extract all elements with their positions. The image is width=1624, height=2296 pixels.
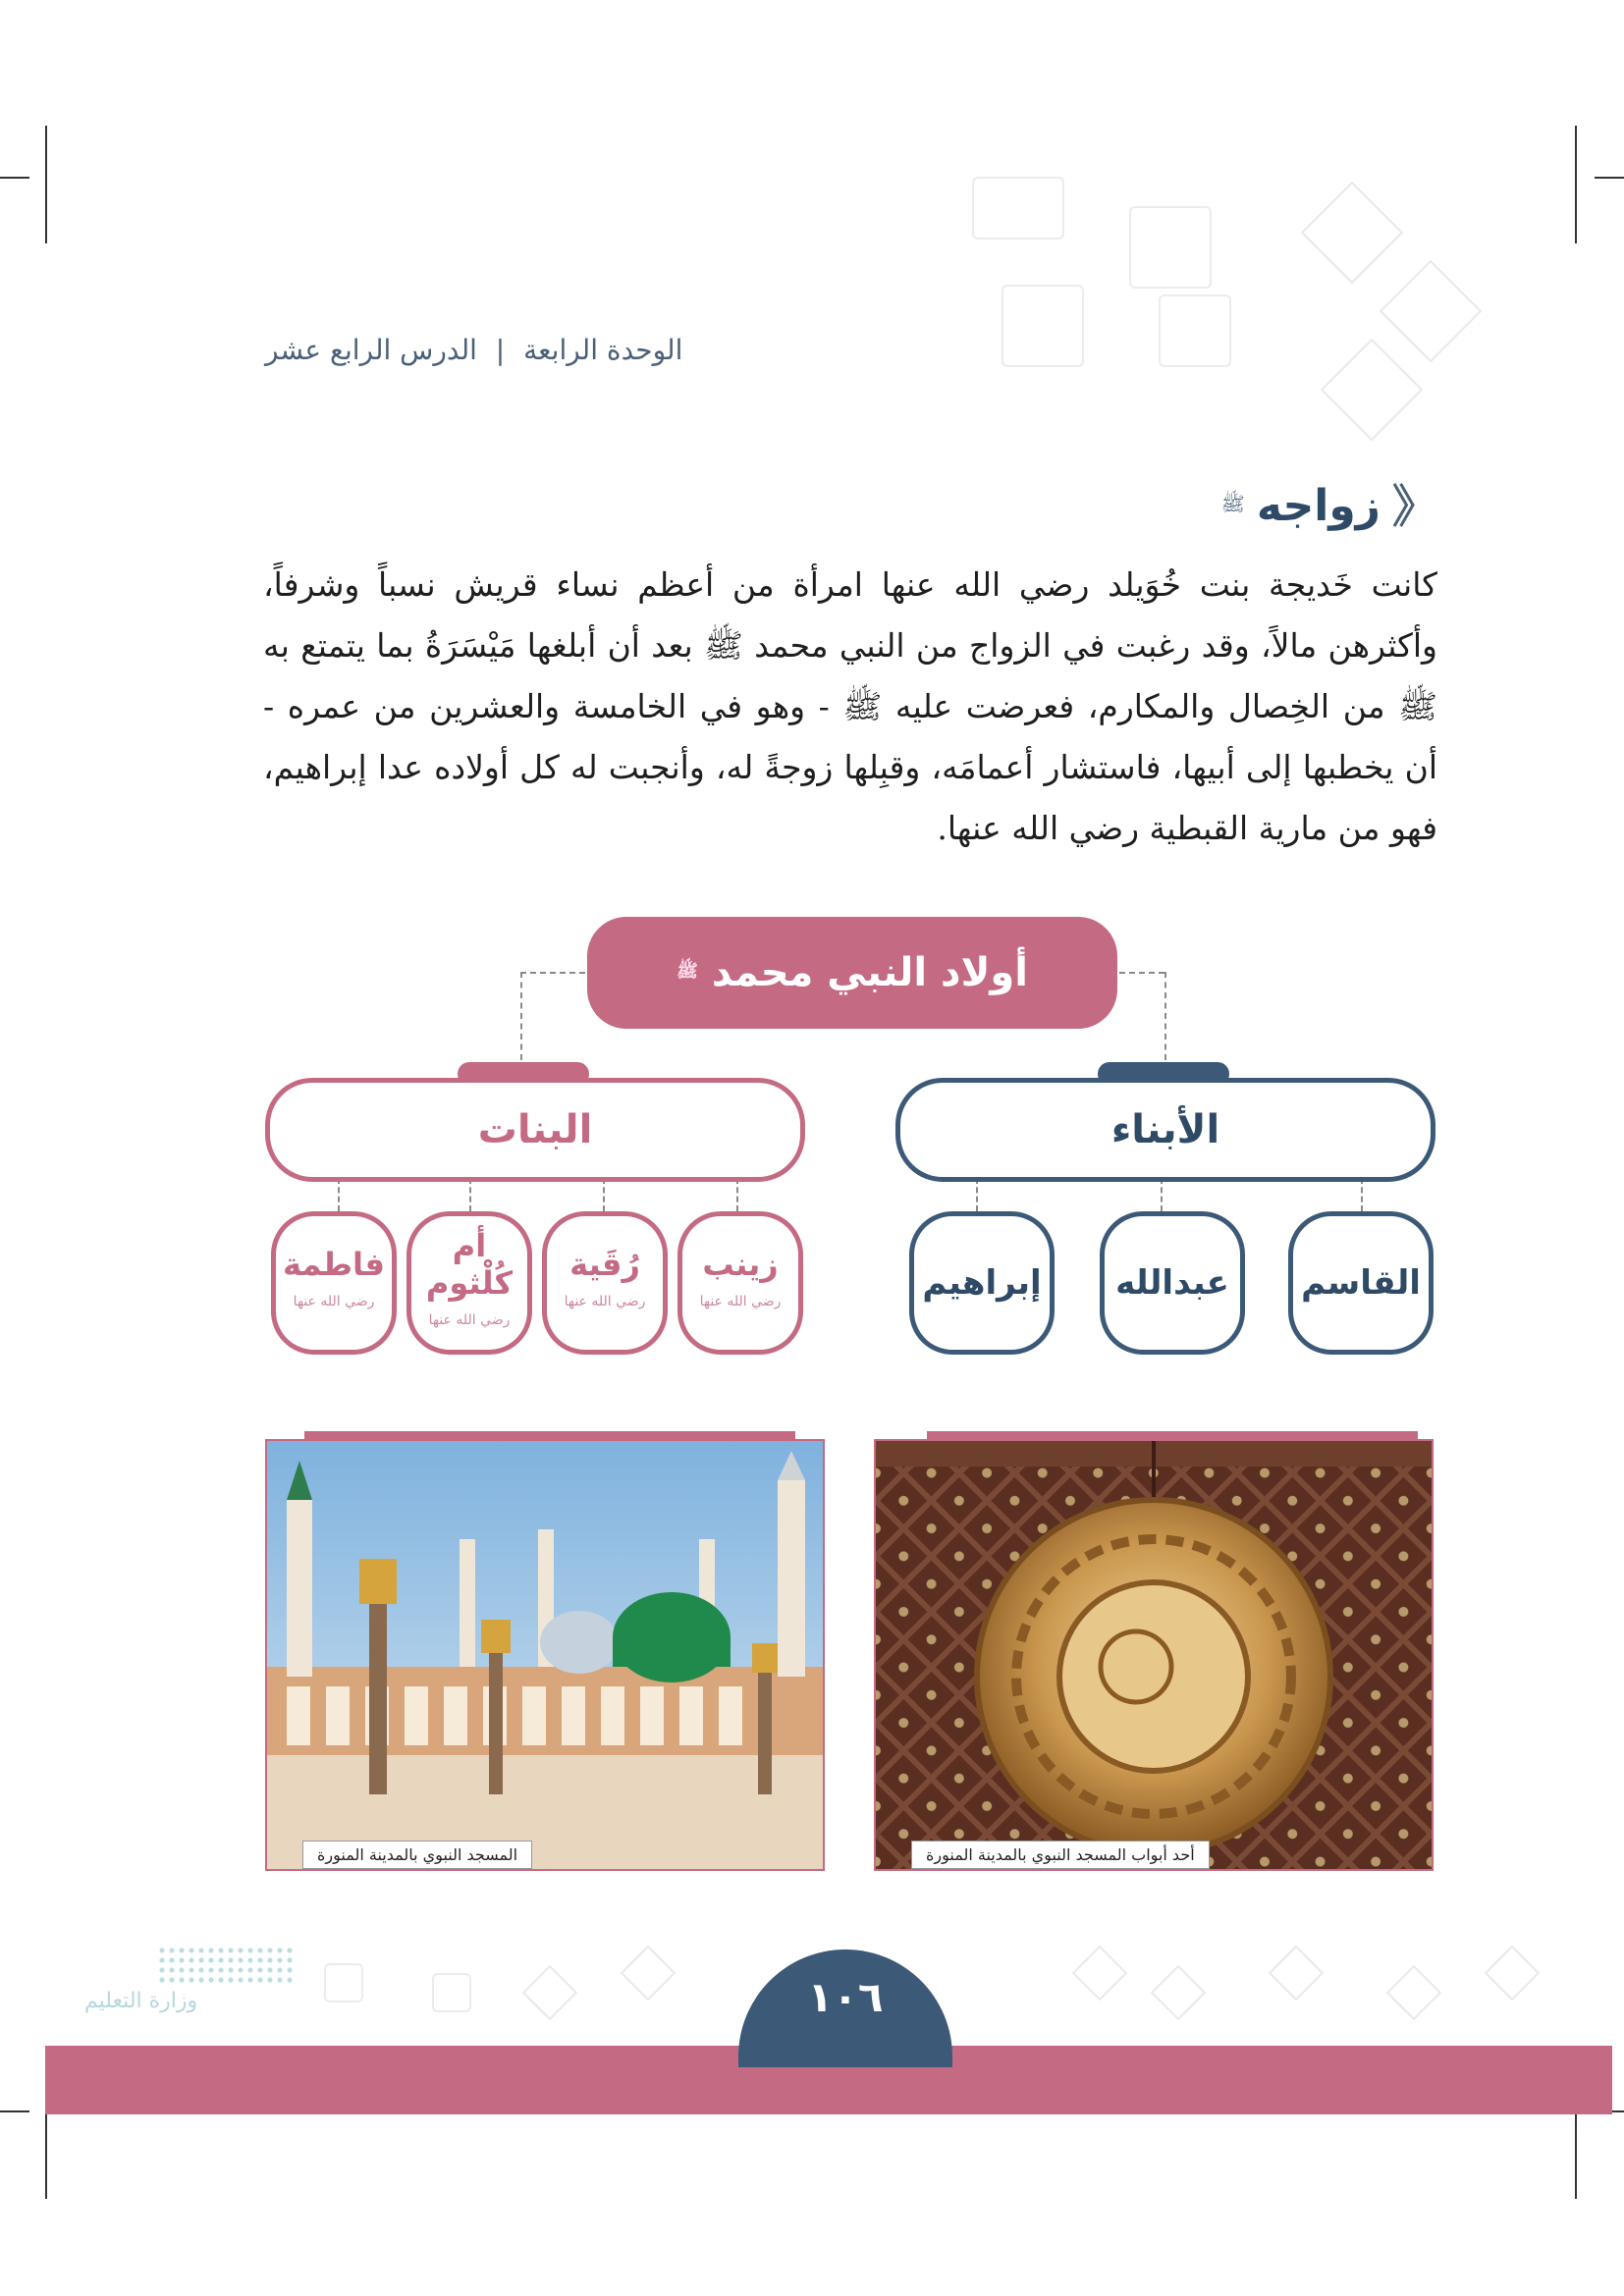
connector-line [976,1178,978,1211]
page-number: ١٠٦ [807,1973,884,2021]
daughter-name: رُقَية [569,1246,640,1283]
running-header [265,334,682,366]
daughter-card [271,1211,397,1355]
connector-line [469,1178,471,1211]
connector-line [1119,972,1164,974]
daughter-card [406,1211,532,1355]
photo-accent-bar [927,1431,1418,1439]
prophet-mosque-image [267,1441,823,1869]
prophet-mosque-photo [265,1439,825,1871]
daughter-card [542,1211,668,1355]
ministry-logo-text: وزارة التعليم [84,1989,198,2013]
tree-root [587,917,1117,1029]
salutation-mark: ﷺ [1220,492,1245,515]
daughters-group [265,1078,805,1182]
daughter-name: أم كُلْثوم [425,1227,514,1302]
crop-mark [45,2101,47,2199]
connector-line [338,1178,340,1211]
honorific-mark: رضي الله عنها [564,1294,646,1309]
crop-mark [0,177,29,179]
section-title: زواجه [1256,481,1380,531]
sons-group [895,1078,1435,1182]
lesson-label: الدرس الرابع عشر [265,334,477,366]
connector-line [736,1178,738,1211]
crop-mark [0,2110,29,2112]
mosque-door-image [876,1441,1432,1869]
crop-mark [1595,177,1624,179]
crop-mark [45,126,47,243]
son-card [1100,1211,1245,1355]
son-card [1288,1211,1434,1355]
body-paragraph: كانت خَديجة بنت خُوَيلد رضي الله عنها امرأة من أعظم نساء قريش نسباً وشرفاً، وأكثرهن مالاً، وقد رغبت في الزواج من النبي محمد ﷺ بعد أن أبلغها مَيْسَرَةُ بما يتمتع به ﷺ من الخِصال والمكارم، فعرضت عليه ﷺ - وهو في الخامسة والعشرين من عمره - أن يخطبها إلى أبيها، فاستشار أعمامَه، وقبِلها زوجةً له، وأنجبت له كل أولاده عدا إبراهيم، فهو من مارية القبطية رضي الله عنها. [263,565,1437,847]
connector-line [520,972,522,1060]
crop-mark [1575,2101,1577,2199]
honorific-mark: رضي الله عنها [293,1294,375,1309]
crop-mark [1575,126,1577,243]
daughters-label: البنات [477,1107,593,1152]
connector-line [1161,1178,1163,1211]
chevron-icon: 《 [1392,479,1437,533]
sons-label: الأبناء [1110,1107,1220,1152]
door-photo-caption: أحد أبواب المسجد النبوي بالمدينة المنورة [911,1841,1210,1869]
ministry-logo-icon [157,1946,295,1985]
connector-line [1164,972,1166,1060]
unit-label: الوحدة الرابعة [523,334,683,366]
mosque-photo-caption: المسجد النبوي بالمدينة المنورة [302,1841,532,1869]
connector-line [520,972,585,974]
son-name: عبدالله [1115,1263,1229,1303]
daughter-name: فاطمة [283,1246,385,1283]
daughter-name: زينب [702,1246,779,1283]
section-heading [1221,481,1437,531]
connector-line [1361,1178,1363,1211]
salutation-mark: ﷺ [677,961,698,982]
daughter-card [677,1211,803,1355]
header-separator: | [495,334,506,366]
honorific-mark: رضي الله عنها [428,1312,511,1328]
tree-root-label: أولاد النبي محمد [711,950,1028,995]
connector-line [603,1178,605,1211]
honorific-mark: رضي الله عنها [699,1294,782,1309]
mosque-door-photo [874,1439,1434,1871]
photo-accent-bar [304,1431,795,1439]
son-name: القاسم [1301,1263,1421,1303]
son-name: إبراهيم [922,1263,1042,1303]
son-card [909,1211,1055,1355]
